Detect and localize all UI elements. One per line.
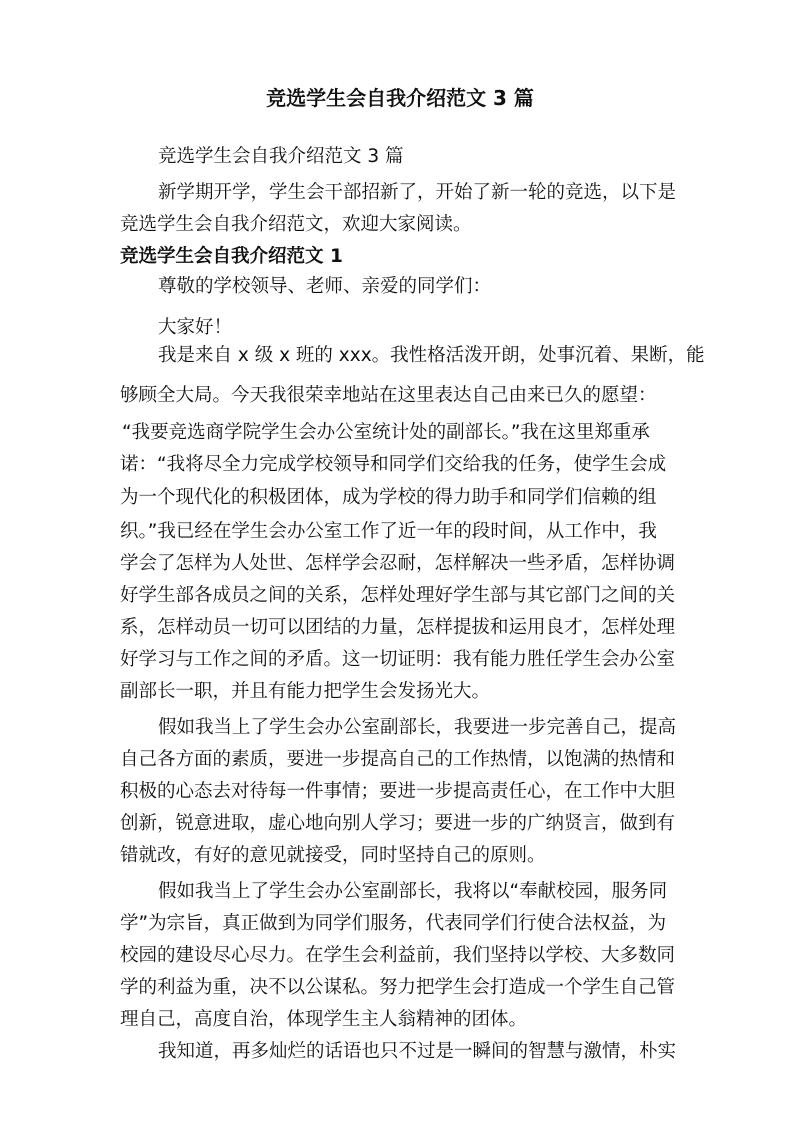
paragraph-line: 错就改，有好的意见就接受，同时坚持自己的原则。: [120, 845, 546, 866]
paragraph-line: 好学生部各成员之间的关系，怎样处理好学生部与其它部门之间的关: [120, 585, 676, 606]
paragraph-line: 校园的建设尽心尽力。在学生会利益前，我们坚持以学校、大多数同: [120, 945, 676, 966]
section-heading: 竞选学生会自我介绍范文 1: [120, 246, 343, 267]
paragraph-line: 自己各方面的素质，要进一步提高自己的工作热情，以饱满的热情和: [120, 749, 676, 770]
subtitle-line: 竞选学生会自我介绍范文 3 篇: [158, 146, 404, 167]
paragraph-line: 够顾全大局。今天我很荣幸地站在这里表达自己由来已久的愿望：: [120, 385, 657, 406]
paragraph-line: 我知道，再多灿烂的话语也只不过是一瞬间的智慧与激情，朴实: [158, 1041, 677, 1062]
paragraph-line: 积极的心态去对待每一件事情；要进一步提高责任心，在工作中大胆: [120, 781, 676, 802]
paragraph-line: 诺：“我将尽全力完成学校领导和同学们交给我的任务，使学生会成: [120, 454, 667, 475]
paragraph-line: “我要竞选商学院学生会办公室统计处的副部长。”我在这里郑重承: [122, 422, 650, 443]
paragraph-line: 系，怎样动员一切可以团结的力量，怎样提拔和运用良才，怎样处理: [120, 617, 676, 638]
paragraph-line: 学的利益为重，决不以公谋私。努力把学生会打造成一个学生自己管: [120, 977, 676, 998]
paragraph-line: 为一个现代化的积极团体，成为学校的得力助手和同学们信赖的组: [120, 487, 657, 508]
paragraph-line: 好学习与工作之间的矛盾。这一切证明：我有能力胜任学生会办公室: [120, 649, 676, 670]
paragraph-line: 学”为宗旨，真正做到为同学们服务，代表同学们行使合法权益，为: [120, 913, 667, 934]
paragraph-line: 副部长一职，并且有能力把学生会发扬光大。: [120, 681, 491, 702]
paragraph-line: 我是来自 x 级 x 班的 xxx。我性格活泼开朗，处事沉着、果断，能: [158, 345, 705, 366]
paragraph-line: 学会了怎样为人处世、怎样学会忍耐，怎样解决一些矛盾，怎样协调: [120, 553, 676, 574]
paragraph-line: 创新，锐意进取，虚心地向别人学习；要进一步的广纳贤言，做到有: [120, 813, 676, 834]
paragraph-line: 假如我当上了学生会办公室副部长，我将以“奉献校园，服务同: [158, 881, 668, 902]
salutation: 尊敬的学校领导、老师、亲爱的同学们：: [158, 276, 492, 297]
paragraph-line: 织。”我已经在学生会办公室工作了近一年的段时间，从工作中，我: [120, 521, 657, 542]
paragraph-line: 理自己，高度自治，体现学生主人翁精神的团体。: [120, 1009, 528, 1030]
greeting: 大家好！: [158, 317, 233, 338]
intro-line-2: 竞选学生会自我介绍范文，欢迎大家阅读。: [120, 214, 472, 235]
document-title: 竞选学生会自我介绍范文 3 篇: [266, 86, 534, 110]
paragraph-line: 假如我当上了学生会办公室副部长，我要进一步完善自己，提高: [158, 717, 677, 738]
intro-line-1: 新学期开学，学生会干部招新了，开始了新一轮的竞选，以下是: [158, 182, 677, 203]
